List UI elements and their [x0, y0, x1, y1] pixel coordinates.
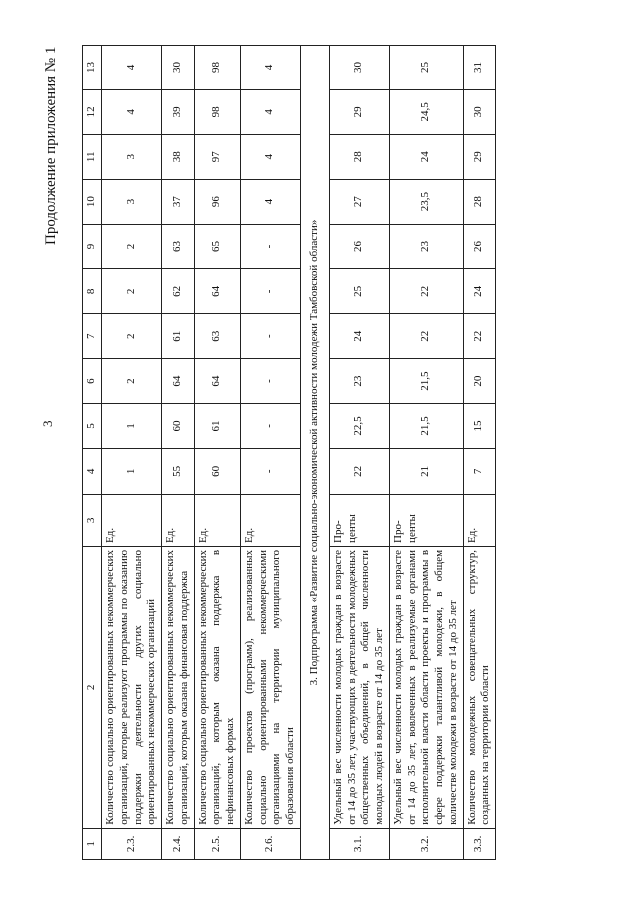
indicator-value: 15 [463, 404, 496, 449]
indicator-value: 63 [194, 314, 240, 359]
indicator-description: Количество социально ориентированных некоммерческих организаций, которым оказана поддержка в нефинансовых формах [194, 546, 240, 828]
indicator-value: 3 [102, 179, 162, 224]
column-number-row [83, 46, 102, 860]
appendix-continuation-note: Продолжение приложения № 1 [43, 46, 59, 245]
column-number-11: 11 [83, 134, 102, 179]
rotated-table-container [82, 45, 592, 860]
column-number-13: 13 [83, 46, 102, 90]
indicator-description: Количество социально ориентированных некоммерческих организаций, которым оказана финансовая поддержка [162, 546, 195, 828]
indicator-value: - [240, 359, 300, 404]
indicators-table [82, 45, 496, 860]
indicator-value: 29 [329, 89, 389, 134]
indicator-value: 4 [240, 46, 300, 90]
unit-of-measure: Ед. [194, 494, 240, 546]
indicator-value: 4 [240, 89, 300, 134]
column-number-8: 8 [83, 269, 102, 314]
indicator-value: 1 [102, 404, 162, 449]
indicator-value: 22 [389, 269, 463, 314]
indicator-value: 97 [194, 134, 240, 179]
indicator-value: 64 [194, 269, 240, 314]
indicator-value: 24 [329, 314, 389, 359]
indicator-value: 4 [240, 179, 300, 224]
indicator-value: 30 [329, 46, 389, 90]
indicator-value: 3 [102, 134, 162, 179]
indicator-value: 20 [463, 359, 496, 404]
indicator-value: 64 [194, 359, 240, 404]
indicator-value: - [240, 314, 300, 359]
section-row [300, 46, 329, 860]
column-number-9: 9 [83, 224, 102, 269]
indicator-value: 28 [463, 179, 496, 224]
column-number-5: 5 [83, 404, 102, 449]
column-number-12: 12 [83, 89, 102, 134]
indicator-value: 24,5 [389, 89, 463, 134]
indicator-value: 98 [194, 89, 240, 134]
indicator-description: Количество социально ориентированных некоммерческих организаций, которые реализуют программы по оказанию поддержки деятельности других социально ориентированных некоммерческих организаций [102, 546, 162, 828]
indicator-value: 62 [162, 269, 195, 314]
indicator-value: 22 [463, 314, 496, 359]
indicator-value: 61 [162, 314, 195, 359]
table-body-section-3 [329, 46, 495, 860]
table-row [102, 46, 162, 860]
indicator-value: 39 [162, 89, 195, 134]
indicator-value: 24 [389, 134, 463, 179]
row-id: 2.4. [162, 828, 195, 859]
indicator-description: Удельный вес численности молодых граждан в возрасте от 14 до 35 лет, участвующих в деятельности молодежных общественных объединений, в общей численности молодых людей в возрасте от 14 до 35 лет [329, 546, 389, 828]
column-number-1: 1 [83, 828, 102, 859]
unit-of-measure: Ед. [463, 494, 496, 546]
indicator-value: 21 [389, 448, 463, 494]
indicator-value: 61 [194, 404, 240, 449]
indicator-value: 2 [102, 359, 162, 404]
indicator-value: 22 [329, 448, 389, 494]
indicator-value: 26 [463, 224, 496, 269]
row-id: 2.3. [102, 828, 162, 859]
table-row [329, 46, 389, 860]
table-row [162, 46, 195, 860]
unit-of-measure: Про-центы [329, 494, 389, 546]
indicator-value: 21,5 [389, 359, 463, 404]
indicator-value: 25 [329, 269, 389, 314]
indicator-value: - [240, 224, 300, 269]
column-number-3: 3 [83, 494, 102, 546]
indicator-value: 21,5 [389, 404, 463, 449]
indicator-value: 30 [463, 89, 496, 134]
column-number-10: 10 [83, 179, 102, 224]
indicator-description: Количество проектов (программ), реализованных социально ориентированными некоммерческими организациями на территории муниципального образования области [240, 546, 300, 828]
indicator-value: 4 [240, 134, 300, 179]
unit-of-measure: Ед. [102, 494, 162, 546]
indicator-value: 23 [329, 359, 389, 404]
indicator-value: 65 [194, 224, 240, 269]
section-title: 3. Подпрограмма «Развитие социально-экономической активности молодежи Тамбовской области» [300, 46, 329, 860]
indicator-value: 23,5 [389, 179, 463, 224]
indicator-description: Количество молодежных совещательных структур, созданных на территории области [463, 546, 496, 828]
indicator-value: 2 [102, 224, 162, 269]
indicator-value: 64 [162, 359, 195, 404]
column-number-2: 2 [83, 546, 102, 828]
indicator-value: 30 [162, 46, 195, 90]
indicator-value: 22,5 [329, 404, 389, 449]
unit-of-measure: Ед. [162, 494, 195, 546]
indicator-value: 4 [102, 46, 162, 90]
indicator-value: 96 [194, 179, 240, 224]
table-body-section-2 [102, 46, 301, 860]
table-row [389, 46, 463, 860]
indicator-value: 23 [389, 224, 463, 269]
indicator-value: 27 [329, 179, 389, 224]
indicator-value: 4 [102, 89, 162, 134]
indicator-value: 60 [162, 404, 195, 449]
indicator-value: - [240, 404, 300, 449]
indicator-value: 26 [329, 224, 389, 269]
row-id: 2.5. [194, 828, 240, 859]
indicator-value: 63 [162, 224, 195, 269]
unit-of-measure: Ед. [240, 494, 300, 546]
indicator-value: 37 [162, 179, 195, 224]
unit-of-measure: Про-центы [389, 494, 463, 546]
indicator-value: 31 [463, 46, 496, 90]
indicator-value: - [240, 269, 300, 314]
indicator-value: 24 [463, 269, 496, 314]
indicator-value: 25 [389, 46, 463, 90]
row-id: 3.3. [463, 828, 496, 859]
indicator-value: 7 [463, 448, 496, 494]
column-number-7: 7 [83, 314, 102, 359]
indicator-value: 28 [329, 134, 389, 179]
table-row [463, 46, 496, 860]
page-number: 3 [40, 420, 55, 427]
indicator-value: 2 [102, 269, 162, 314]
column-number-4: 4 [83, 448, 102, 494]
table-row [240, 46, 300, 860]
indicator-value: - [240, 448, 300, 494]
indicator-value: 60 [194, 448, 240, 494]
indicator-description: Удельный вес численности молодых граждан в возрасте от 14 до 35 лет, вовлеченных в реализуемые органами исполнительной власти области проекты и программы в сфере поддержки талантливой молодежи, в общем количестве молодежи в возрасте от 14 до 35 лет [389, 546, 463, 828]
row-id: 2.6. [240, 828, 300, 859]
table-row [194, 46, 240, 860]
indicator-value: 98 [194, 46, 240, 90]
indicator-value: 55 [162, 448, 195, 494]
indicator-value: 1 [102, 448, 162, 494]
indicator-value: 22 [389, 314, 463, 359]
indicator-value: 29 [463, 134, 496, 179]
indicator-value: 38 [162, 134, 195, 179]
column-number-6: 6 [83, 359, 102, 404]
row-id: 3.2. [389, 828, 463, 859]
row-id: 3.1. [329, 828, 389, 859]
indicator-value: 2 [102, 314, 162, 359]
